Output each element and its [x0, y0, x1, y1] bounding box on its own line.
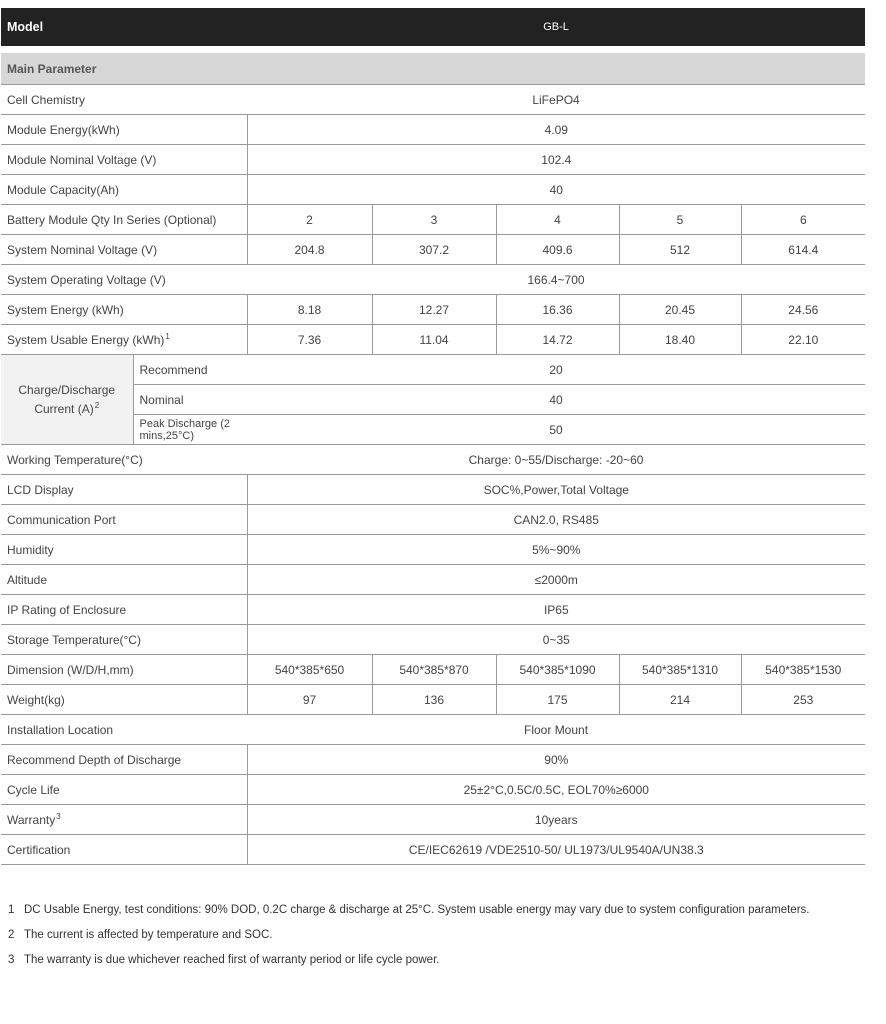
table-row: [1, 625, 865, 655]
row-value: 40: [247, 175, 865, 205]
sub-label: Peak Discharge (2 mins,25°C): [133, 415, 247, 445]
table-row: [1, 265, 865, 295]
cell-value: 11.04: [372, 325, 496, 355]
cell-value: 540*385*650: [247, 655, 372, 685]
table-row: [1, 565, 865, 595]
cell-value: 4: [496, 205, 619, 235]
cell-value: 175: [496, 685, 619, 715]
cell-value: 14.72: [496, 325, 619, 355]
row-label: Weight(kg): [1, 685, 247, 715]
row-value: 10years: [247, 805, 865, 835]
row-label: LCD Display: [1, 475, 247, 505]
row-label: Warranty$^3$: [1, 805, 247, 835]
row-label: IP Rating of Enclosure: [1, 595, 247, 625]
footnote-ref: 2: [94, 401, 100, 410]
sub-label: Nominal: [133, 385, 247, 415]
section-header-row: [1, 53, 865, 85]
cell-value: 8.18: [247, 295, 372, 325]
cell-value: 18.40: [619, 325, 741, 355]
row-value: Charge: 0~55/Discharge: -20~60: [247, 445, 865, 475]
row-label: Altitude: [1, 565, 247, 595]
table-row: [1, 715, 865, 745]
row-label: Certification: [1, 835, 247, 865]
cell-value: 307.2: [372, 235, 496, 265]
cell-value: 6: [741, 205, 865, 235]
row-value: IP65: [247, 595, 865, 625]
cell-value: 7.36: [247, 325, 372, 355]
table-row: [1, 325, 865, 355]
table-row: [1, 445, 865, 475]
cell-value: 5: [619, 205, 741, 235]
row-label: Module Energy(kWh): [1, 115, 247, 145]
footnote-text: The warranty is due whichever reached first of warranty period or life cycle power.: [24, 954, 440, 966]
footnote-number: 3: [8, 954, 15, 966]
table-row: [1, 355, 865, 385]
current-group-label: Charge/Discharge Current $(A)^2$: [1, 355, 133, 445]
table-row: [1, 835, 865, 865]
cell-value: 540*385*870: [372, 655, 496, 685]
table-row: [1, 205, 865, 235]
cell-value: 16.36: [496, 295, 619, 325]
cell-value: 214: [619, 685, 741, 715]
cell-value: 253: [741, 685, 865, 715]
table-row: [1, 85, 865, 115]
cell-value: 136: [372, 685, 496, 715]
row-label: Communication Port: [1, 505, 247, 535]
table-row: [1, 475, 865, 505]
table-row: [1, 805, 865, 835]
table-row: [1, 235, 865, 265]
cell-value: 614.4: [741, 235, 865, 265]
row-label: Module Capacity(Ah): [1, 175, 247, 205]
row-value: 166.4~700: [247, 265, 865, 295]
cell-value: 540*385*1530: [741, 655, 865, 685]
row-value: CAN2.0, RS485: [247, 505, 865, 535]
table-row: [1, 535, 865, 565]
row-label: Dimension (W/D/H,mm): [1, 655, 247, 685]
model-label: Model: [1, 8, 247, 46]
footnotes: [8, 902, 809, 977]
table-row: [1, 595, 865, 625]
table-row: [1, 175, 865, 205]
row-label: System Nominal Voltage (V): [1, 235, 247, 265]
row-value: LiFePO4: [247, 85, 865, 115]
section-title: Main Parameter: [1, 53, 865, 85]
footnote: [8, 952, 809, 977]
table-row: [1, 505, 865, 535]
row-value: 20: [247, 355, 865, 385]
sub-label: Recommend: [133, 355, 247, 385]
footnote: [8, 927, 809, 952]
cell-value: 20.45: [619, 295, 741, 325]
footnote-text: DC Usable Energy, test conditions: 90% DOD, 0.2C charge & discharge at 25°C. System usable energy may vary due to system configuration parameters.: [24, 904, 810, 916]
table-row: [1, 685, 865, 715]
row-label: System Operating Voltage (V): [1, 265, 247, 295]
row-value: CE/IEC62619 /VDE2510-50/ UL1973/UL9540A/UN38.3: [247, 835, 865, 865]
row-label: Cell Chemistry: [1, 85, 247, 115]
cell-value: 3: [372, 205, 496, 235]
table-row: [1, 745, 865, 775]
cell-value: 97: [247, 685, 372, 715]
row-value: 25±2°C,0.5C/0.5C, EOL70%≥6000: [247, 775, 865, 805]
cell-value: 540*385*1090: [496, 655, 619, 685]
row-value: 40: [247, 385, 865, 415]
row-label: Humidity: [1, 535, 247, 565]
row-value: SOC%,Power,Total Voltage: [247, 475, 865, 505]
row-label: Working Temperature(°C): [1, 445, 247, 475]
model-value: GB-L: [247, 8, 865, 46]
footnote-number: 1: [8, 904, 15, 916]
table-row: [1, 655, 865, 685]
row-value: 90%: [247, 745, 865, 775]
table-row: [1, 775, 865, 805]
footnote: [8, 902, 809, 927]
cell-value: 512: [619, 235, 741, 265]
row-value: Floor Mount: [247, 715, 865, 745]
row-value: 4.09: [247, 115, 865, 145]
row-value: 50: [247, 415, 865, 445]
row-value: 0~35: [247, 625, 865, 655]
spec-sheet: [1, 8, 865, 865]
row-value: ≤2000m: [247, 565, 865, 595]
row-label: Battery Module Qty In Series (Optional): [1, 205, 247, 235]
table-row: [1, 145, 865, 175]
cell-value: 12.27: [372, 295, 496, 325]
model-header-row: [1, 8, 865, 46]
row-label: Recommend Depth of Discharge: [1, 745, 247, 775]
cell-value: 24.56: [741, 295, 865, 325]
row-label: System Usable Energy (kWh)$^1$: [1, 325, 247, 355]
row-label: Storage Temperature(°C): [1, 625, 247, 655]
row-label: Installation Location: [1, 715, 247, 745]
footnote-ref: 1: [165, 332, 170, 341]
table-row: [1, 115, 865, 145]
footnote-ref: 3: [56, 812, 61, 821]
row-value: 5%~90%: [247, 535, 865, 565]
row-label: System Energy (kWh): [1, 295, 247, 325]
row-value: 102.4: [247, 145, 865, 175]
row-label: Module Nominal Voltage (V): [1, 145, 247, 175]
cell-value: 2: [247, 205, 372, 235]
cell-value: 204.8: [247, 235, 372, 265]
cell-value: 540*385*1310: [619, 655, 741, 685]
row-label: Cycle Life: [1, 775, 247, 805]
footnote-text: The current is affected by temperature and SOC.: [24, 929, 273, 941]
spec-table: [1, 8, 865, 865]
table-row: [1, 295, 865, 325]
cell-value: 409.6: [496, 235, 619, 265]
footnote-number: 2: [8, 929, 15, 941]
cell-value: 22.10: [741, 325, 865, 355]
